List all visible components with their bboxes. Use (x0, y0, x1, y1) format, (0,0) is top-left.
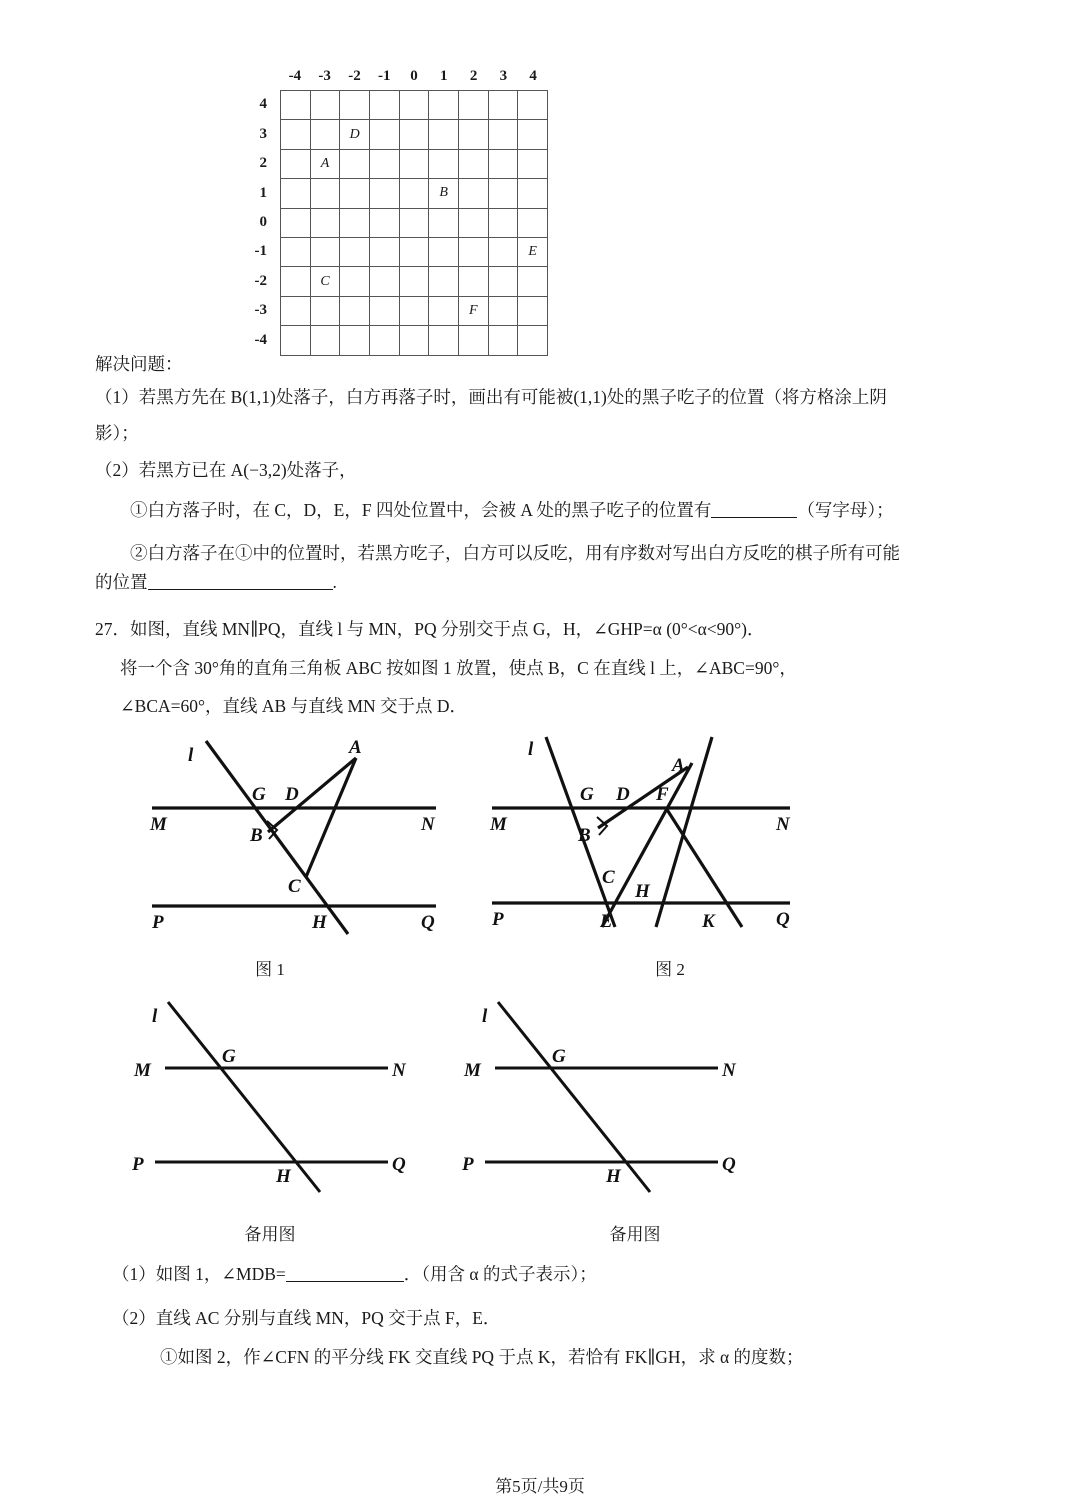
label-K: K (702, 911, 715, 932)
q2-sub2-answer-blank[interactable] (148, 573, 333, 591)
grid-cell[interactable] (518, 296, 548, 325)
grid-x-label: -2 (348, 68, 361, 84)
grid-cell[interactable] (310, 179, 340, 208)
grid-cell[interactable] (429, 326, 459, 355)
q2-sub1-text-b: （写字母）； (797, 500, 894, 520)
q2-line-1: （2）若黑方已在 A(−3,2)处落子， (95, 460, 357, 480)
grid-cell[interactable] (340, 326, 370, 355)
grid-cell[interactable] (429, 91, 459, 120)
segment-AC (306, 758, 356, 877)
label-C: C (288, 876, 301, 897)
label-l: l (152, 1006, 158, 1027)
spare-figure-2-svg (460, 990, 780, 1215)
q2-sub2-line-2 (95, 570, 337, 595)
grid-cell[interactable] (281, 296, 311, 325)
grid-cell[interactable] (310, 296, 340, 325)
grid-cell-marker[interactable]: A (310, 149, 340, 178)
p27-q1-text-b: ．（用含 α 的式子表示）； (403, 1264, 597, 1284)
label-H: H (276, 1166, 291, 1187)
grid-cell[interactable] (429, 120, 459, 149)
grid-x-label: -4 (288, 68, 302, 84)
q2-sub1-answer-blank[interactable] (711, 501, 797, 519)
grid-cell[interactable] (310, 208, 340, 237)
grid-cell[interactable] (399, 237, 429, 266)
q1-line-1: （1）若黑方先在 B(1,1)处落子，白方再落子时，画出有可能被(1,1)处的黑子吃子的位置（将方格涂上阴 (95, 387, 887, 407)
label-G: G (222, 1046, 236, 1067)
label-H: H (312, 912, 327, 933)
grid-cell[interactable] (340, 91, 370, 120)
label-Q: Q (776, 909, 790, 930)
label-E: E (600, 911, 613, 932)
label-N: N (421, 814, 435, 835)
grid-cell[interactable] (518, 149, 548, 178)
label-N: N (392, 1060, 406, 1081)
problem-27-line-2: 将一个含 30°角的直角三角板 ABC 按如图 1 放置，使点 B，C 在直线 l 上，∠ABC=90°， (120, 658, 797, 678)
label-l: l (188, 745, 194, 766)
problem-27-line-3: ∠BCA=60°，直线 AB 与直线 MN 交于点 D． (120, 696, 468, 716)
label-l: l (528, 739, 534, 760)
grid-row (281, 208, 548, 237)
grid-cell[interactable] (488, 267, 518, 296)
label-H: H (606, 1166, 621, 1187)
grid-cell[interactable] (340, 208, 370, 237)
label-G: G (252, 784, 266, 805)
label-N: N (722, 1060, 736, 1081)
label-M: M (134, 1060, 151, 1081)
segment-FK (666, 808, 742, 927)
grid-row (281, 296, 548, 325)
grid-cell[interactable] (429, 267, 459, 296)
grid-cell[interactable] (340, 149, 370, 178)
grid-x-label: 2 (469, 68, 478, 84)
grid-cell[interactable] (281, 179, 311, 208)
label-B: B (250, 825, 263, 846)
label-F: F (656, 784, 669, 805)
q2-sub1-text-a: ①白方落子时，在 C，D，E，F 四处位置中，会被 A 处的黑子吃子的位置有 (130, 500, 712, 520)
grid-cell[interactable] (281, 208, 311, 237)
figure-1-caption: 图 1 (255, 960, 285, 979)
grid-cell[interactable] (458, 267, 488, 296)
grid-cell[interactable] (488, 237, 518, 266)
grid-cell[interactable] (518, 91, 548, 120)
grid-y-label: 4 (259, 96, 267, 113)
grid-cell[interactable] (369, 120, 399, 149)
label-A: A (672, 755, 685, 776)
grid-x-label: -3 (318, 68, 331, 84)
grid-row (281, 149, 548, 178)
grid-cell[interactable] (458, 91, 488, 120)
label-P: P (492, 909, 504, 930)
grid-cell[interactable] (281, 237, 311, 266)
grid-cell-marker[interactable]: B (429, 179, 459, 208)
grid-cell[interactable] (310, 326, 340, 355)
q2-sub2-line-1: ②白方落子在①中的位置时，若黑方吃子，白方可以反吃，用有序数对写出白方反吃的棋子所有可能 (130, 543, 900, 563)
problem-27-line-1: 27．如图，直线 MN∥PQ，直线 l 与 MN，PQ 分别交于点 G，H，∠GHP=α (0°<α<90°)． (95, 619, 765, 639)
grid-cell[interactable] (429, 149, 459, 178)
segment-BA (268, 758, 356, 832)
grid-cell[interactable] (340, 267, 370, 296)
figure-1-diagram (140, 735, 450, 950)
label-G: G (552, 1046, 566, 1067)
grid-cell-marker[interactable]: E (518, 237, 548, 266)
label-N: N (776, 814, 790, 835)
grid-cell[interactable] (369, 91, 399, 120)
grid-cell-marker[interactable]: D (340, 120, 370, 149)
figure-2-caption: 图 2 (655, 960, 685, 979)
label-C: C (602, 867, 615, 888)
grid-cell[interactable] (281, 120, 311, 149)
grid-cell[interactable] (281, 149, 311, 178)
grid-cell[interactable] (281, 326, 311, 355)
grid-cell[interactable] (369, 179, 399, 208)
label-H: H (635, 881, 650, 902)
grid-cell[interactable] (399, 179, 429, 208)
q1-line-2: 影）； (95, 423, 139, 443)
grid-cell[interactable] (369, 326, 399, 355)
grid-y-label: 0 (259, 213, 267, 230)
label-P: P (462, 1154, 474, 1175)
figure-2-diagram (480, 735, 820, 950)
grid-y-label: -2 (254, 272, 267, 289)
label-M: M (490, 814, 507, 835)
grid-cell[interactable] (399, 326, 429, 355)
label-A: A (349, 737, 362, 758)
grid-y-label: -1 (254, 243, 267, 260)
grid-x-label: 4 (529, 68, 537, 84)
p27-q1-answer-blank[interactable] (286, 1265, 404, 1283)
grid-cell[interactable] (488, 149, 518, 178)
grid-cell[interactable] (429, 237, 459, 266)
grid-cell[interactable] (488, 326, 518, 355)
label-P: P (132, 1154, 144, 1175)
grid-cell[interactable] (458, 326, 488, 355)
grid-cells-table (280, 90, 548, 356)
p27-q2-line: （2）直线 AC 分别与直线 MN，PQ 交于点 F，E． (112, 1308, 501, 1328)
spare-figure-1-diagram (130, 990, 450, 1220)
grid-row (281, 91, 548, 120)
label-D: D (616, 784, 630, 805)
grid-cell[interactable] (488, 120, 518, 149)
grid-cell[interactable] (281, 91, 311, 120)
q2-sub2-text-b: 的位置 (95, 572, 148, 592)
grid-cell[interactable] (488, 296, 518, 325)
grid-cell[interactable] (310, 237, 340, 266)
grid-cell[interactable] (399, 149, 429, 178)
grid-cell[interactable] (340, 237, 370, 266)
label-Q: Q (722, 1154, 736, 1175)
grid-row (281, 179, 548, 208)
grid-y-label: 1 (259, 184, 267, 201)
grid-cell[interactable] (340, 296, 370, 325)
grid-cell[interactable] (488, 179, 518, 208)
grid-cell[interactable] (369, 267, 399, 296)
label-l: l (482, 1006, 488, 1027)
label-M: M (150, 814, 167, 835)
grid-cell[interactable] (458, 237, 488, 266)
grid-cell[interactable] (488, 91, 518, 120)
grid-cell[interactable] (399, 267, 429, 296)
grid-cell[interactable] (310, 120, 340, 149)
grid-row (281, 326, 548, 355)
grid-cell[interactable] (399, 91, 429, 120)
grid-cell[interactable] (518, 326, 548, 355)
grid-cell[interactable] (369, 149, 399, 178)
grid-row (281, 267, 548, 296)
grid-cell-marker[interactable]: F (458, 296, 488, 325)
grid-y-label: 2 (259, 155, 267, 172)
p27-q2-sub1-line: ①如图 2，作∠CFN 的平分线 FK 交直线 PQ 于点 K，若恰有 FK∥GH，求 α 的度数； (160, 1347, 804, 1367)
grid-x-label: 0 (410, 68, 418, 84)
grid-x-axis-labels (280, 62, 548, 90)
figure-2-svg (480, 735, 820, 945)
grid-x-label: -1 (377, 68, 391, 84)
label-P: P (152, 912, 164, 933)
grid-cell[interactable] (458, 120, 488, 149)
grid-cell[interactable] (518, 267, 548, 296)
page-footer: 第5页/共9页 (495, 1477, 585, 1496)
coordinate-grid-figure (232, 62, 552, 362)
grid-cell[interactable] (458, 179, 488, 208)
label-D: D (285, 784, 299, 805)
p27-q1-text-a: （1）如图 1，∠MDB= (112, 1264, 286, 1284)
grid-cell[interactable] (429, 208, 459, 237)
grid-x-label: 1 (440, 68, 448, 84)
spare-figure-1-svg (130, 990, 450, 1215)
grid-y-label: -4 (254, 331, 267, 348)
label-Q: Q (421, 912, 435, 933)
grid-cell[interactable] (369, 237, 399, 266)
label-Q: Q (392, 1154, 406, 1175)
grid-y-label: -3 (254, 302, 267, 319)
label-M: M (464, 1060, 481, 1081)
grid-cell[interactable] (399, 120, 429, 149)
grid-y-axis-labels (232, 90, 276, 355)
grid-cell[interactable] (518, 120, 548, 149)
q2-sub1-line (130, 498, 894, 523)
spare-figure-2-caption: 备用图 (609, 1225, 661, 1244)
grid-cell[interactable] (369, 208, 399, 237)
spare-figure-1-caption: 备用图 (244, 1225, 296, 1244)
label-G: G (580, 784, 594, 805)
grid-cell[interactable] (369, 296, 399, 325)
grid-cell[interactable] (518, 208, 548, 237)
figure-1-svg (140, 735, 450, 945)
q2-sub2-period: . (332, 572, 337, 592)
grid-cell[interactable] (429, 296, 459, 325)
grid-cell[interactable] (310, 91, 340, 120)
label-B: B (578, 825, 591, 846)
grid-cell[interactable] (399, 208, 429, 237)
grid-y-label: 3 (259, 125, 267, 142)
grid-cell[interactable] (458, 208, 488, 237)
p27-q1-line (112, 1262, 597, 1287)
solve-problem-heading: 解决问题： (95, 354, 183, 374)
grid-cell[interactable] (518, 179, 548, 208)
grid-cell[interactable] (458, 149, 488, 178)
grid-row (281, 120, 548, 149)
grid-cell[interactable] (399, 296, 429, 325)
grid-x-label: 3 (499, 68, 508, 84)
grid-cell-marker[interactable]: C (310, 267, 340, 296)
grid-cell[interactable] (488, 208, 518, 237)
spare-figure-2-diagram (460, 990, 780, 1220)
grid-cell[interactable] (340, 179, 370, 208)
grid-cell[interactable] (281, 267, 311, 296)
grid-row (281, 237, 548, 266)
